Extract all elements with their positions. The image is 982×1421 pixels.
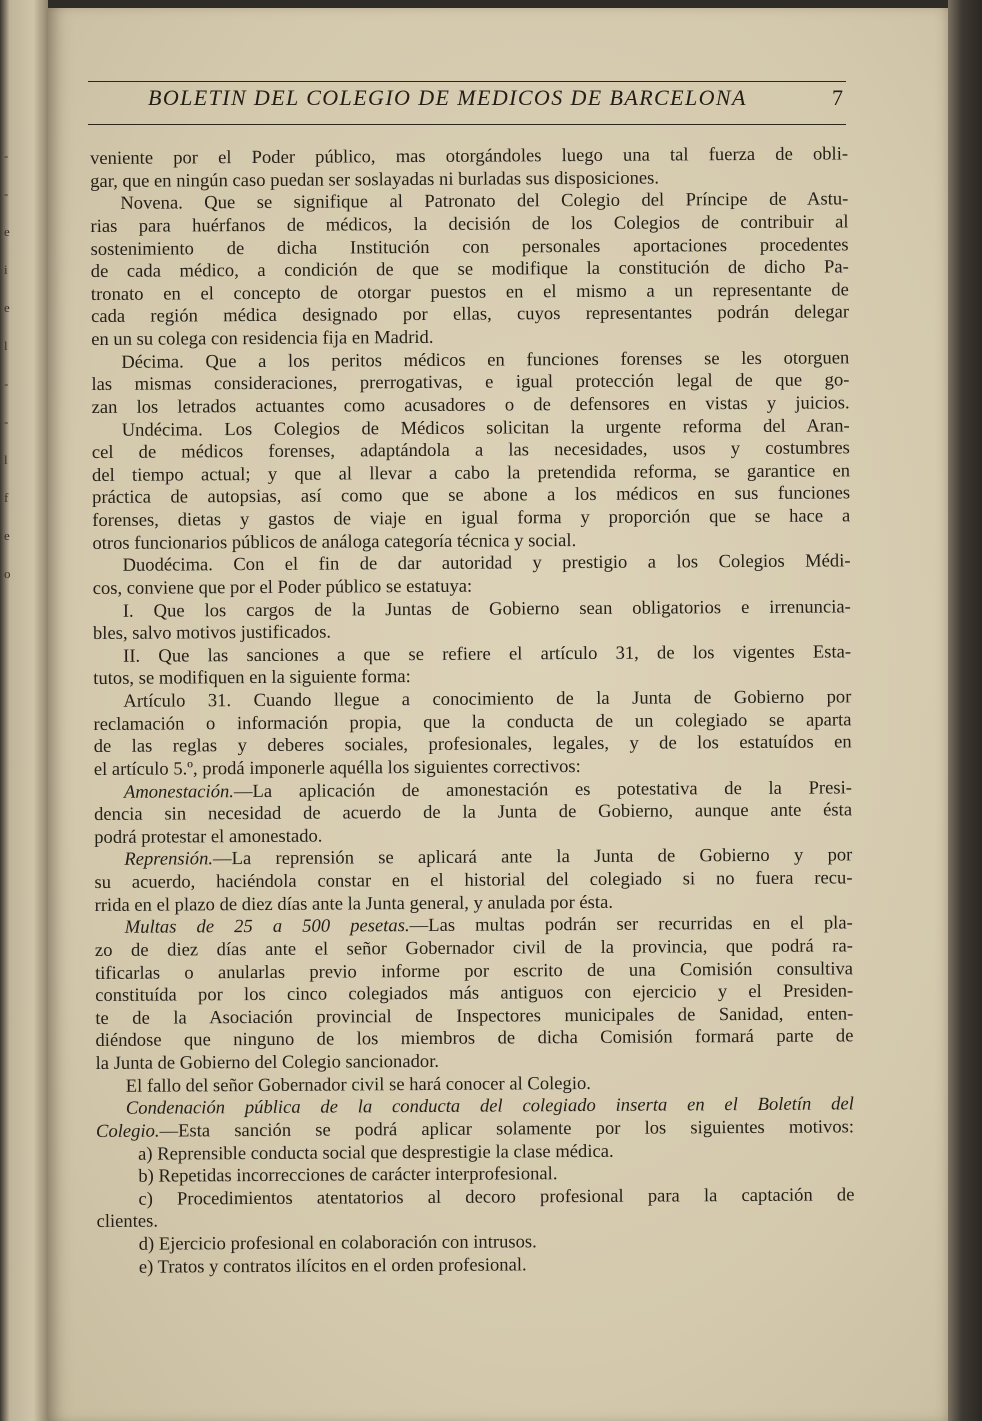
text-line: te de la Asociación provincial de Inspectores municipales de Sanidad, enten-: [95, 1003, 854, 1029]
text-line: b) Repetidas incorrecciones de carácter interprofesional.: [138, 1163, 558, 1187]
italic-heading: Multas de 25 a 500 pesetas.: [124, 915, 410, 939]
text-line: reclamación o información propia, que la conducta de un colegiado se aparta: [93, 708, 852, 735]
text-line: bles, salvo motivos justificados.: [92, 621, 332, 645]
text-line: d) Ejercicio profesional en colaboración con intrusos.: [138, 1231, 537, 1255]
text-line: a) Reprensible conducta social que desprestigie la clase médica.: [138, 1140, 614, 1165]
edge-mark: l: [4, 452, 8, 467]
edge-mark: o: [4, 566, 11, 581]
text-line: tronato en el concepto de otorgar puestos en el mismo a un representante de: [90, 279, 849, 305]
edge-mark: f: [4, 490, 9, 505]
text-line: podrá protestar el amonestado.: [94, 825, 323, 848]
text-segment: —Las multas podrán ser recurridas en el pla-: [409, 912, 853, 937]
edge-mark: l: [4, 338, 8, 353]
text-line: su acuerdo, haciéndola constar en el historial del colegiado si no fuera recu-: [94, 867, 853, 893]
edge-mark: e: [4, 224, 10, 239]
text-line: dencia sin necesidad de acuerdo de la Junta de Gobierno, aunque ante ésta: [94, 799, 853, 826]
header-rule-bottom: [88, 124, 846, 125]
text-line: El fallo del señor Gobernador civil se hará conocer al Colegio.: [125, 1072, 591, 1097]
text-line: veniente por el Poder público, mas otorgándoles luego una tal fuerza de obli-: [90, 143, 849, 169]
text-line: zan los letrados actuantes como acusadores o de defensores en vistas y juicios.: [91, 392, 850, 418]
edge-mark: e: [4, 300, 10, 315]
text-line: rrida en el plazo de diez días ante la Junta general, y anulada por ésta.: [94, 891, 614, 916]
header-rule-top: [88, 81, 846, 82]
edge-mark: -: [4, 186, 9, 201]
text-line: tificarlas o anularlas previo informe por escrito de una Comisión consultiva: [94, 957, 854, 984]
text-line: Condenación pública de la conducta del colegiado inserta en el Boletín del: [125, 1093, 854, 1120]
text-line: zo de diez días ante el señor Gobernador civil de la provincia, que podrá ra-: [94, 935, 853, 961]
article-body: [90, 143, 855, 1279]
text-line: Novena. Que se signifique al Patronato del Colegio del Príncipe de Astu-: [120, 188, 849, 215]
text-line: II. Que las sanciones a que se refiere el artículo 31, de los vigentes Esta-: [123, 641, 852, 667]
text-line: gar, que en ningún caso puedan ser soslayadas ni burladas sus disposiciones.: [90, 167, 660, 192]
text-line: I. Que los cargos de la Juntas de Gobierno sean obligatorios e irrenuncia-: [122, 595, 851, 622]
italic-heading: Colegio.: [95, 1120, 160, 1142]
text-line: las mismas consideraciones, prerrogativas, e igual protección legal de que go-: [91, 369, 850, 396]
text-segment: —Esta sanción se podrá aplicar solamente por los siguientes motivos:: [159, 1116, 855, 1142]
text-segment: —La aplicación de amonestación es potestativa de la Presi-: [233, 776, 852, 802]
text-line: práctica de autopsias, así como que se abone a los médicos en sus funciones: [92, 482, 851, 509]
text-line: de cada médico, a condición de que se modifique la constitución de dicho Pa-: [90, 256, 849, 283]
edge-mark: i: [4, 262, 8, 277]
italic-heading: Reprensión.: [124, 848, 214, 871]
text-line: Undécima. Los Colegios de Médicos solicitan la urgente reforma del Aran-: [121, 414, 850, 441]
text-line: sostenimiento de dicha Institución con personales aportaciones procedentes: [90, 233, 849, 260]
text-line: c) Procedimientos atentatorios al decoro profesional para la captación de: [138, 1184, 855, 1210]
text-line: Décima. Que a los peritos médicos en funciones forenses se les otorguen: [121, 346, 850, 373]
book-edge: [948, 0, 982, 1421]
text-line: Duodécima. Con el fin de dar autoridad y prestigio a los Colegios Médi-: [122, 550, 851, 577]
text-line: otros funcionarios públicos de análoga categoría técnica y social.: [92, 529, 577, 554]
edge-mark: -: [4, 148, 9, 163]
text-line: tutos, se modifiquen en la siguiente forma:: [93, 666, 411, 690]
text-line: cos, conviene que por el Poder público se estatuya:: [92, 575, 473, 599]
text-line: de las reglas y deberes sociales, profesionales, legales, y de los estatuídos en: [93, 731, 852, 758]
previous-page-marks: [4, 150, 18, 606]
text-line: e) Tratos y contratos ilícitos en el orden profesional.: [138, 1253, 527, 1278]
text-line: Artículo 31. Cuando llegue a conocimiento de la Junta de Gobierno por: [123, 686, 852, 712]
text-line: el artículo 5.º, prodá imponerle aquélla los siguientes correctivos:: [93, 755, 581, 780]
text-line: rias para huérfanos de médicos, la decisión de los Colegios de contribuir al: [90, 211, 849, 237]
edge-mark: -: [4, 414, 9, 429]
italic-heading: Amonestación.: [123, 780, 234, 803]
previous-page-edge: [0, 0, 48, 1421]
text-line: cada región médica designado por ellas, cuyos representantes podrán delegar: [90, 301, 850, 328]
edge-mark: e: [4, 528, 10, 543]
text-line: forenses, dietas y gastos de viaje en igual forma y proporción que se hace a: [92, 505, 851, 531]
running-header-title: BOLETIN DEL COLEGIO DE MEDICOS DE BARCELONA: [148, 85, 747, 110]
text-line: constituída por los cinco colegiados más antiguos con ejercicio y el Presiden-: [95, 980, 854, 1007]
text-line: [96, 1116, 854, 1143]
text-line: diéndose que ninguno de los miembros de dicha Comisión formará parte de: [95, 1025, 854, 1052]
text-line: cel de médicos forenses, adaptándola a las necesidades, usos y costumbres: [91, 437, 850, 464]
page-number: 7: [832, 85, 843, 110]
edge-mark: -: [4, 376, 9, 391]
text-line: en un su colega con residencia fija en Madrid.: [91, 326, 434, 350]
text-line: clientes.: [96, 1210, 159, 1233]
text-line: del tiempo actual; y que al llevar a cabo la pretendida reforma, se garantice en: [91, 460, 851, 486]
text-line: la Junta de Gobierno del Colegio sancionador.: [95, 1050, 440, 1074]
text-segment: —La reprensión se aplicará ante la Junta de Gobierno y por: [212, 844, 853, 870]
